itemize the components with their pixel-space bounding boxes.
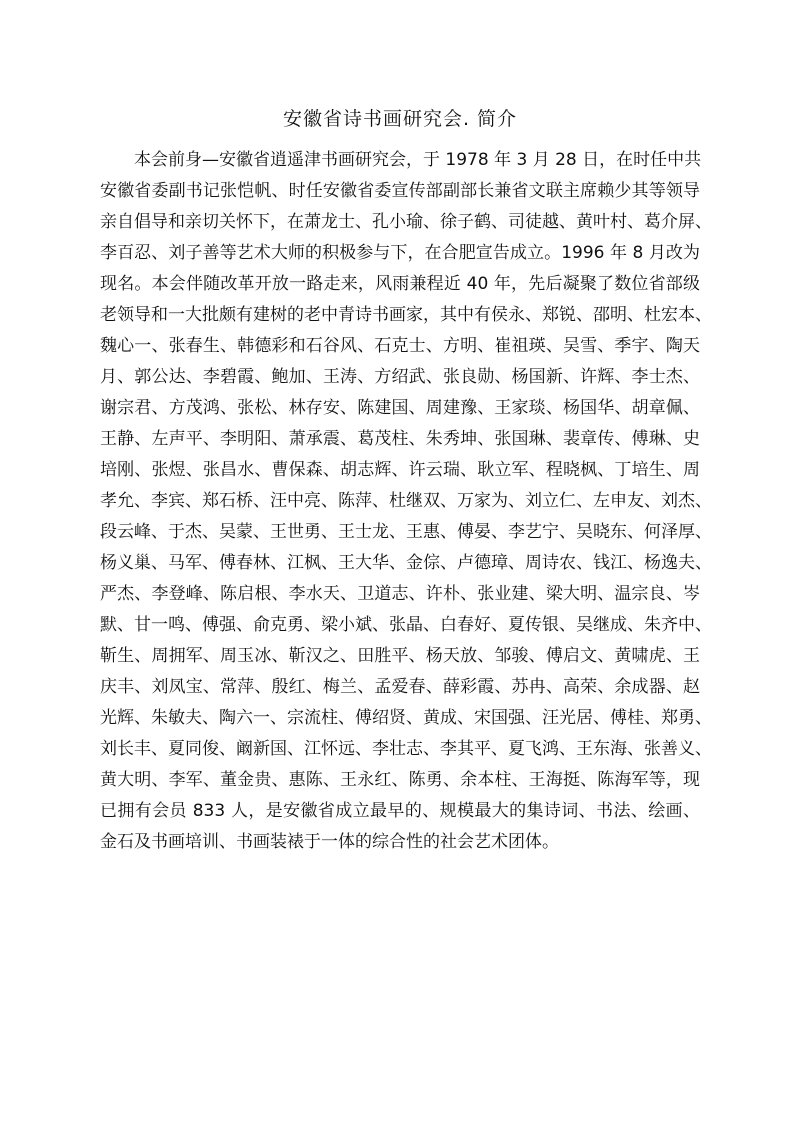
paragraph-line: 孝允、李宾、郑石桥、汪中亮、陈萍、杜继双、万家为、刘立仁、左申友、刘杰、: [100, 491, 712, 511]
paragraph-line: 默、甘一鸣、傅强、俞克勇、梁小斌、张晶、白春好、夏传银、吴继成、朱齐中、: [100, 615, 712, 635]
paragraph-line: 杨义巢、马军、傅春林、江枫、王大华、金倧、卢德璋、周诗农、钱江、杨逸夫、: [100, 553, 712, 573]
paragraph-line: 谢宗君、方茂鸿、张松、林存安、陈建国、周建豫、王家琰、杨国华、胡章佩、: [100, 398, 700, 418]
paragraph-line: 段云峰、于杰、吴蒙、王世勇、王士龙、王惠、傅晏、李艺宁、吴晓东、何泽厚、: [100, 522, 712, 542]
paragraph-line: 本会前身—安徽省逍遥津书画研究会，于 1978 年 3 月 28 日，在时任中共: [100, 150, 702, 170]
paragraph-line: 严杰、李登峰、陈启根、李水天、卫道志、许朴、张业建、梁大明、温宗良、岑: [100, 584, 700, 604]
paragraph-line: 靳生、周拥军、周玉冰、靳汉之、田胜平、杨天放、邹骏、傅启文、黄啸虎、王: [100, 646, 700, 666]
paragraph-line: 金石及书画培训、书画装裱于一体的综合性的社会艺术团体。: [100, 832, 559, 852]
paragraph-line: 培刚、张煜、张昌水、曹保森、胡志辉、许云瑞、耿立军、程晓枫、丁培生、周: [100, 460, 700, 480]
paragraph-line: 光辉、朱敏夫、陶六一、宗流柱、傅绍贤、黄成、宋国强、汪光居、傅桂、郑勇、: [100, 708, 712, 728]
paragraph-line: 月、郭公达、李碧霞、鲍加、王涛、方绍武、张良勋、杨国新、许辉、李士杰、: [100, 367, 700, 387]
paragraph-line: 现名。本会伴随改革开放一路走来，风雨兼程近 40 年，先后凝聚了数位省部级: [100, 274, 700, 294]
paragraph-line: 刘长丰、夏同俊、阚新国、江怀远、李壮志、李其平、夏飞鸿、王东海、张善义、: [100, 739, 712, 759]
paragraph-line: 李百忍、刘子善等艺术大师的积极参与下，在合肥宣告成立。1996 年 8 月改为: [100, 243, 700, 263]
document-body: [100, 145, 712, 858]
paragraph-line: 黄大明、李军、董金贵、惠陈、王永红、陈勇、余本柱、王海挺、陈海军等，现: [100, 770, 700, 790]
paragraph-line: 亲自倡导和亲切关怀下，在萧龙士、孔小瑜、徐子鹤、司徒越、黄叶村、葛介屏、: [100, 212, 712, 232]
paragraph-line: 已拥有会员 833 人，是安徽省成立最早的、规模最大的集诗词、书法、绘画、: [100, 801, 700, 821]
paragraph-line: 老领导和一大批颇有建树的老中青诗书画家，其中有侯永、郑锐、邵明、杜宏本、: [100, 305, 712, 325]
paragraph-line: 安徽省委副书记张恺帆、时任安徽省委宣传部副部长兼省文联主席赖少其等领导: [100, 181, 700, 201]
document-title: 安徽省诗书画研究会. 简介: [282, 108, 518, 130]
paragraph-line: 庆丰、刘凤宝、常萍、殷红、梅兰、孟爱春、薛彩霞、苏冉、高荣、余成器、赵: [100, 677, 700, 697]
paragraph-line: 魏心一、张春生、韩德彩和石谷风、石克士、方明、崔祖瑛、吴雪、季宇、陶天: [100, 336, 700, 356]
paragraph-line: 王静、左声平、李明阳、萧承震、葛茂柱、朱秀坤、张国琳、裴章传、傅琳、史: [100, 429, 700, 449]
